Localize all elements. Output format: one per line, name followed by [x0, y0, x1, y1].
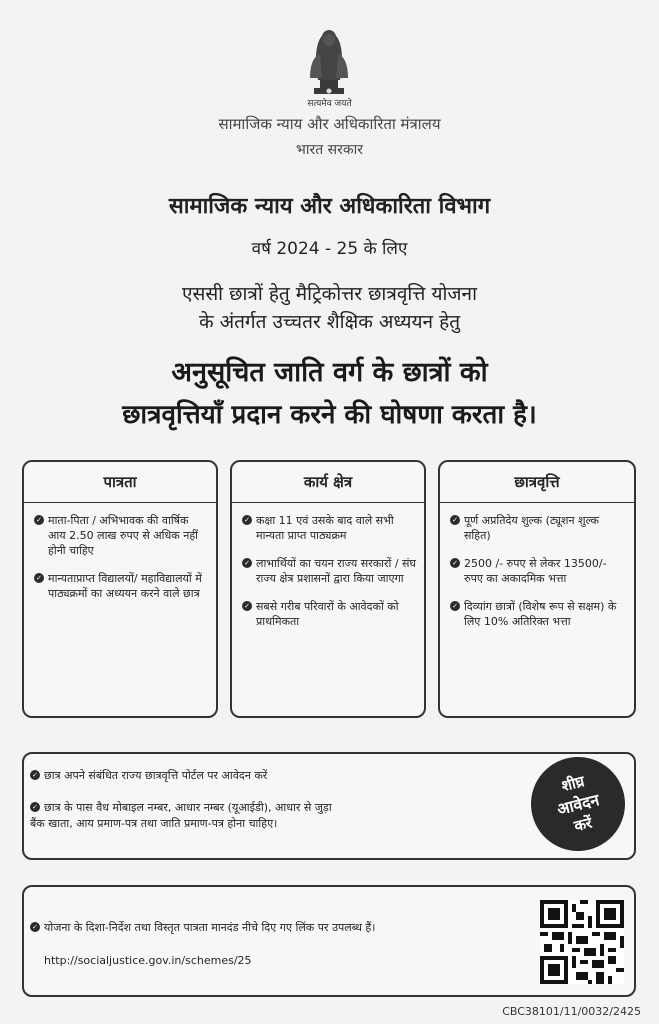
check-circle-icon: ✓ [34, 515, 44, 525]
check-circle-icon: ✓ [30, 770, 40, 780]
ministry-name: सामाजिक न्याय और अधिकारिता मंत्रालय [218, 115, 441, 133]
list-item: ✓ 2500 /- रुपए से लेकर 13500/- रुपए का अकादमिक भत्ता [450, 556, 626, 586]
card-heading: छात्रवृत्ति [440, 462, 634, 503]
apply-instruction-2: ✓ छात्र के पास वैध मोबाइल नम्बर, आधार नम्बर (यूआईडी), आधार से जुड़ा बैंक खाता, आय प्रमाण-पत्र तथा जाति प्रमाण-पत्र होना चाहिए। [30, 801, 332, 830]
check-circle-icon: ✓ [242, 515, 252, 525]
check-circle-icon: ✓ [450, 558, 460, 568]
headline-line-2: छात्रवृत्तियाँ प्रदान करने की घोषणा करता है। [122, 400, 537, 430]
list-item: ✓ पूर्ण अप्रतिदेय शुल्क (ट्यूशन शुल्क सहित) [450, 513, 626, 543]
list-item: ✓ लाभार्थियों का चयन राज्य सरकारों / संघ राज्य क्षेत्र प्रशासनों द्वारा किया जाएगा [242, 556, 416, 586]
year-label: वर्ष 2024 - 25 के लिए [251, 239, 408, 259]
check-circle-icon: ✓ [242, 601, 252, 611]
list-item: ✓ सबसे गरीब परिवारों के आवेदकों को प्राथमिकता [242, 599, 416, 629]
check-circle-icon: ✓ [30, 922, 40, 932]
list-item: ✓ कक्षा 11 एवं उसके बाद वाले सभी मान्यता प्राप्त पाठ्यक्रम [242, 513, 416, 543]
scholarship-card [438, 460, 636, 718]
scheme-line-1: एससी छात्रों हेतु मैट्रिकोत्तर छात्रवृत्ति योजना [181, 283, 477, 305]
list-item: ✓ मान्यताप्राप्त विद्यालयों/ महाविद्यालयों में पाठ्यक्रमों का अध्ययन करने वाले छात्र [34, 571, 208, 601]
apply-soon-badge: शीघ्र आवेदन करें [521, 747, 635, 861]
card-heading: कार्य क्षेत्र [232, 462, 424, 503]
list-item: ✓ माता-पिता / अभिभावक की वार्षिक आय 2.50 लाख रुपए से अधिक नहीं होनी चाहिए [34, 513, 208, 558]
check-circle-icon: ✓ [450, 601, 460, 611]
check-circle-icon: ✓ [34, 573, 44, 583]
guidelines-text: ✓ योजना के दिशा-निर्देश तथा विस्तृत पात्रता मानदंड नीचे दिए गए लिंक पर उपलब्ध हैं। [30, 920, 530, 936]
eligibility-card [22, 460, 218, 718]
qr-code-icon[interactable] [540, 900, 624, 984]
scope-card [230, 460, 426, 718]
department-title: सामाजिक न्याय और अधिकारिता विभाग [168, 194, 491, 219]
scheme-link[interactable]: http://socialjustice.gov.in/schemes/25 [44, 954, 252, 967]
headline-line-1: अनुसूचित जाति वर्ग के छात्रों को [171, 357, 488, 388]
check-circle-icon: ✓ [450, 515, 460, 525]
check-circle-icon: ✓ [242, 558, 252, 568]
scheme-line-2: के अंतर्गत उच्चतर शैक्षिक अध्ययन हेतु [198, 311, 461, 333]
ashoka-emblem-icon [296, 20, 362, 100]
card-heading: पात्रता [24, 462, 216, 503]
government-name: भारत सरकार [296, 142, 363, 158]
emblem-motto: सत्यमेव जयते [307, 99, 352, 109]
list-item: ✓ दिव्यांग छात्रों (विशेष रूप से सक्षम) के लिए 10% अतिरिक्त भत्ता [450, 599, 626, 629]
apply-instruction-1: ✓ छात्र अपने संबंधित राज्य छात्रवृत्ति पोर्टल पर आवेदन करें [30, 768, 510, 784]
check-circle-icon: ✓ [30, 802, 40, 812]
cbc-code: CBC38101/11/0032/2425 [502, 1005, 641, 1018]
